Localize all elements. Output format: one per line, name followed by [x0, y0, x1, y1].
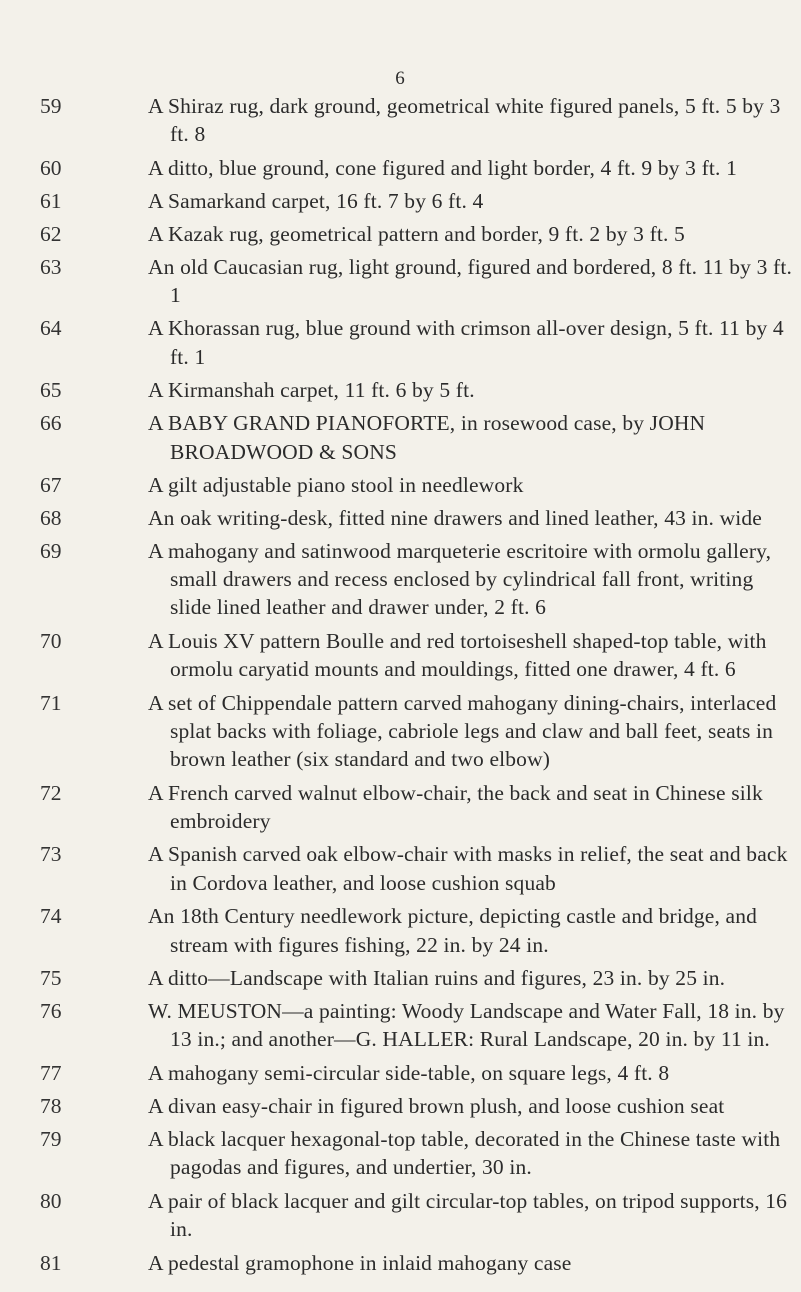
lot-number: 67: [40, 473, 62, 498]
lot-description: A divan easy-chair in figured brown plush, and loose cushion seat: [148, 1093, 725, 1118]
lot-description: A BABY GRAND PIANOFORTE, in rosewood case, by JOHN BROADWOOD & SONS: [148, 411, 706, 464]
lot-description: A ditto, blue ground, cone figured and light border, 4 ft. 9 by 3 ft. 1: [148, 155, 737, 180]
lot-number: 73: [40, 842, 62, 867]
lot-number: 80: [40, 1188, 62, 1213]
lot-number: 69: [40, 538, 62, 563]
lot-description: A Khorassan rug, blue ground with crimson all-over design, 5 ft. 11 by 4 ft. 1: [148, 316, 784, 369]
lot-number: 68: [40, 506, 62, 530]
lot-number: 78: [40, 1093, 62, 1118]
lot-number: 74: [40, 904, 62, 929]
lot-number: 65: [40, 378, 62, 403]
lot-number: 81: [40, 1250, 62, 1275]
lot-number: 75: [40, 966, 62, 991]
lot-description: A French carved walnut elbow-chair, the back and seat in Chinese silk embroidery: [148, 780, 763, 833]
lot-number: 77: [40, 1061, 62, 1085]
lot-description: A pair of black lacquer and gilt circular-top tables, on tripod supports, 16 in.: [148, 1188, 788, 1241]
lot-description: A gilt adjustable piano stool in needlework: [148, 473, 524, 498]
lot-number: 61: [40, 188, 62, 213]
lot-number: 64: [40, 316, 62, 341]
lot-number: 60: [40, 155, 62, 180]
lot-description: A Kirmanshah carpet, 11 ft. 6 by 5 ft.: [148, 378, 475, 403]
page-number: 6: [395, 68, 406, 89]
lot-number: 72: [40, 780, 62, 805]
lot-number: 62: [40, 221, 62, 246]
lot-description: W. MEUSTON—a painting: Woody Landscape and Water Fall, 18 in. by 13 in.; and another—G. HALLER: Rural Landscape, 20 in. by 11 in.: [148, 999, 785, 1052]
lot-number: 71: [40, 690, 62, 715]
lot-number: 63: [40, 254, 62, 279]
lot-description: An 18th Century needlework picture, depicting castle and bridge, and stream with figures fishing, 22 in. by 24 in.: [148, 904, 758, 957]
lot-number: 59: [40, 94, 62, 118]
lot-number: 76: [40, 999, 62, 1024]
lot-description: An oak writing-desk, fitted nine drawers and lined leather, 43 in. wide: [148, 506, 763, 530]
lot-description: A Shiraz rug, dark ground, geometrical white figured panels, 5 ft. 5 by 3 ft. 8: [148, 94, 781, 147]
lot-description: A Kazak rug, geometrical pattern and border, 9 ft. 2 by 3 ft. 5: [148, 221, 685, 246]
lot-description: A mahogany semi-circular side-table, on square legs, 4 ft. 8: [148, 1061, 670, 1085]
lot-description: A black lacquer hexagonal-top table, decorated in the Chinese taste with pagodas and figures, and undertier, 30 in.: [148, 1126, 781, 1180]
lot-description: A pedestal gramophone in inlaid mahogany case: [148, 1250, 572, 1275]
lot-description: A ditto—Landscape with Italian ruins and figures, 23 in. by 25 in.: [148, 966, 726, 991]
lot-description: A Louis XV pattern Boulle and red tortoiseshell shaped-top table, with ormolu caryatid mounts and mouldings, fitted one drawer, 4 ft. 6: [148, 628, 767, 682]
lot-description: A mahogany and satinwood marqueterie escritoire with ormolu gallery, small drawers and recess enclosed by cylindrical fall front, writing slide lined leather and drawer under, 2 ft. 6: [148, 538, 772, 620]
lot-description: A set of Chippendale pattern carved mahogany dining-chairs, interlaced splat backs with foliage, cabriole legs and claw and ball feet, seats in brown leather (six standard and two elbow): [148, 690, 777, 772]
lot-description: A Samarkand carpet, 16 ft. 7 by 6 ft. 4: [148, 188, 484, 213]
lot-description: A Spanish carved oak elbow-chair with masks in relief, the seat and back in Cordova leather, and loose cushion squab: [148, 842, 788, 895]
lot-number: 66: [40, 411, 62, 436]
lot-description: An old Caucasian rug, light ground, figured and bordered, 8 ft. 11 by 3 ft. 1: [148, 254, 792, 307]
lot-number: 70: [40, 628, 62, 653]
lot-number: 79: [40, 1126, 62, 1151]
